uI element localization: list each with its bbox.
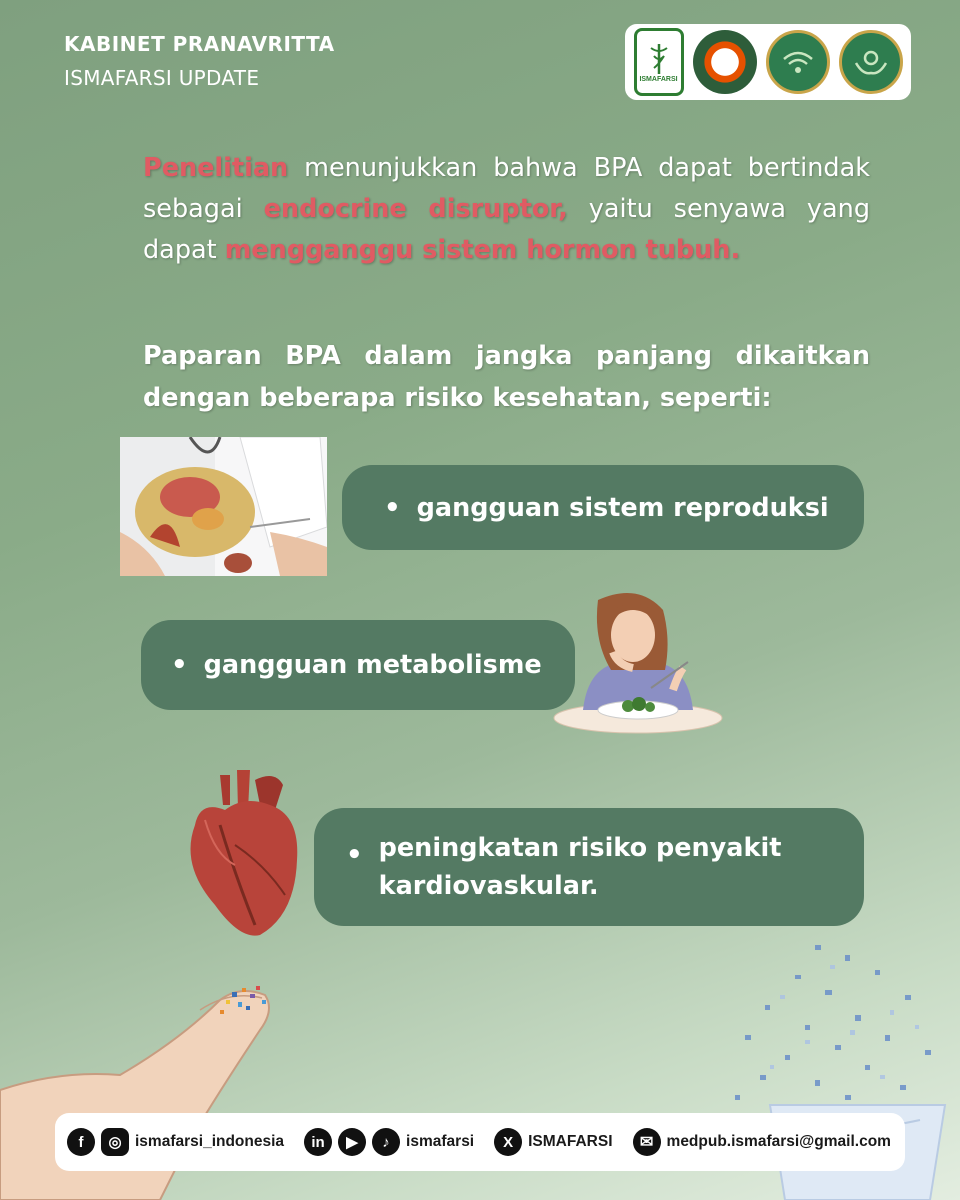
highlight-hormon: mengganggu sistem hormon tubuh. xyxy=(224,235,741,265)
heart-illustration xyxy=(175,765,305,940)
reproductive-model-image xyxy=(120,437,327,576)
update-subtitle: ISMAFARSI UPDATE xyxy=(64,66,260,90)
bidang-logo-1 xyxy=(766,30,830,94)
bullet-icon: • xyxy=(346,840,363,870)
highlight-penelitian: Penelitian xyxy=(143,153,289,183)
bidang-logo-2 xyxy=(839,30,903,94)
email-address[interactable]: medpub.ismafarsi@gmail.com xyxy=(666,1133,891,1150)
hands-icon xyxy=(853,47,889,77)
youtube-icon[interactable]: ▶ xyxy=(338,1128,366,1156)
risk-pill-metabolism xyxy=(141,620,575,710)
bullet-icon: • xyxy=(171,650,188,680)
intro-text-1: menunjukkan bahwa BPA dapat bertindak sebagai xyxy=(143,153,870,224)
intro-text-2: yaitu senyawa yang dapat xyxy=(143,194,871,265)
ismafarsi-logo xyxy=(634,28,684,96)
risk-pill-reproduction xyxy=(342,465,864,550)
kabinet-logo xyxy=(693,30,757,94)
risk-label: gangguan metabolisme xyxy=(203,650,542,680)
intro-paragraph xyxy=(143,148,870,271)
footer-social-bar xyxy=(55,1113,905,1171)
facebook-icon[interactable]: f xyxy=(67,1128,95,1156)
risk-label: gangguan sistem reproduksi xyxy=(416,492,829,523)
header xyxy=(64,32,335,90)
logo-bar xyxy=(625,24,911,100)
ismafarsi-logo-text: ISMAFARSI xyxy=(639,75,678,83)
cabinet-title: KABINET PRANAVRITTA xyxy=(64,32,335,56)
woman-eating-illustration xyxy=(553,590,723,735)
wifi-icon xyxy=(780,47,816,77)
highlight-endocrine: endocrine disruptor, xyxy=(263,194,568,224)
risk-label: peningkatan risiko penyakit kardiovaskular. xyxy=(378,833,782,901)
risk-pill-cardiovascular xyxy=(314,808,864,926)
lead-paragraph: Paparan BPA dalam jangka panjang dikaitkan dengan beberapa risiko kesehatan, seperti: xyxy=(143,341,870,413)
linkedin-icon[interactable]: in xyxy=(304,1128,332,1156)
caduceus-icon xyxy=(645,42,673,76)
instagram-handle[interactable]: ismafarsi_indonesia xyxy=(135,1133,285,1150)
tiktok-icon[interactable]: ♪ xyxy=(372,1128,400,1156)
bullet-icon: • xyxy=(384,492,401,523)
x-handle[interactable]: ISMAFARSI xyxy=(528,1133,613,1150)
x-icon[interactable]: X xyxy=(494,1128,522,1156)
email-icon[interactable]: ✉ xyxy=(633,1128,661,1156)
instagram-icon[interactable]: ◎ xyxy=(101,1128,129,1156)
multi-platform-handle[interactable]: ismafarsi xyxy=(406,1133,475,1150)
